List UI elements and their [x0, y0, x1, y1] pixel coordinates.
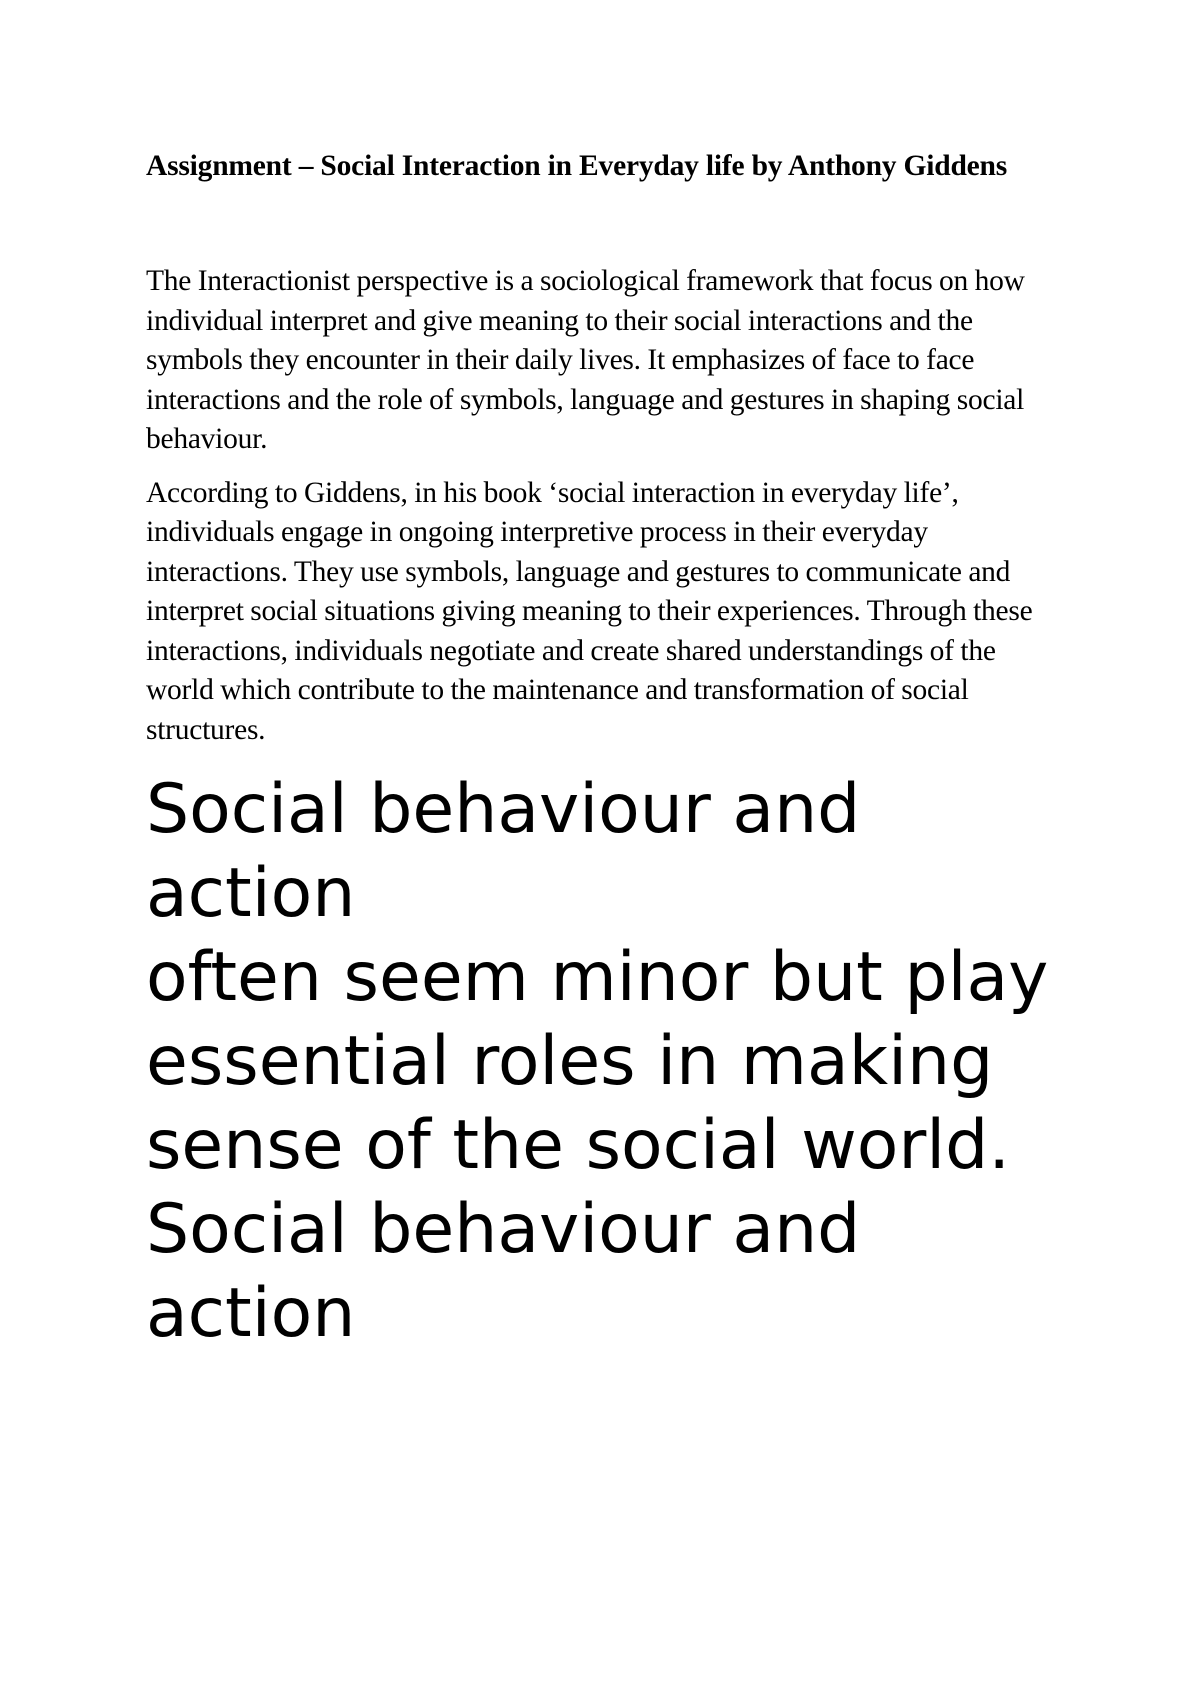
- large-text-line: Social behaviour and action: [146, 770, 861, 933]
- large-text-block: [146, 768, 1051, 1356]
- large-text-line: often seem minor but play essential roles in making sense of the social world.: [146, 938, 1049, 1185]
- large-text-line: Social behaviour and action: [146, 1190, 861, 1353]
- document-title: Assignment – Social Interaction in Everyday life by Anthony Giddens: [146, 150, 1008, 182]
- document-content: [146, 147, 1051, 1356]
- paragraph-interactionist-perspective: The Interactionist perspective is a sociological framework that focus on how individual interpret and give meaning to their social interactions and the symbols they encounter in their daily lives. It emphasizes of face to face interactions and the role of symbols, language and gestures in shaping social behaviour.: [146, 265, 1025, 455]
- paragraph-giddens: According to Giddens, in his book ‘social interaction in everyday life’, individuals engage in ongoing interpretive process in their everyday interactions. They use symbols, language and gestures to communicate and interpret social situations giving meaning to their experiences. Through these interactions, individuals negotiate and create shared understandings of the world which contribute to the maintenance and transformation of social structures.: [146, 476, 1033, 746]
